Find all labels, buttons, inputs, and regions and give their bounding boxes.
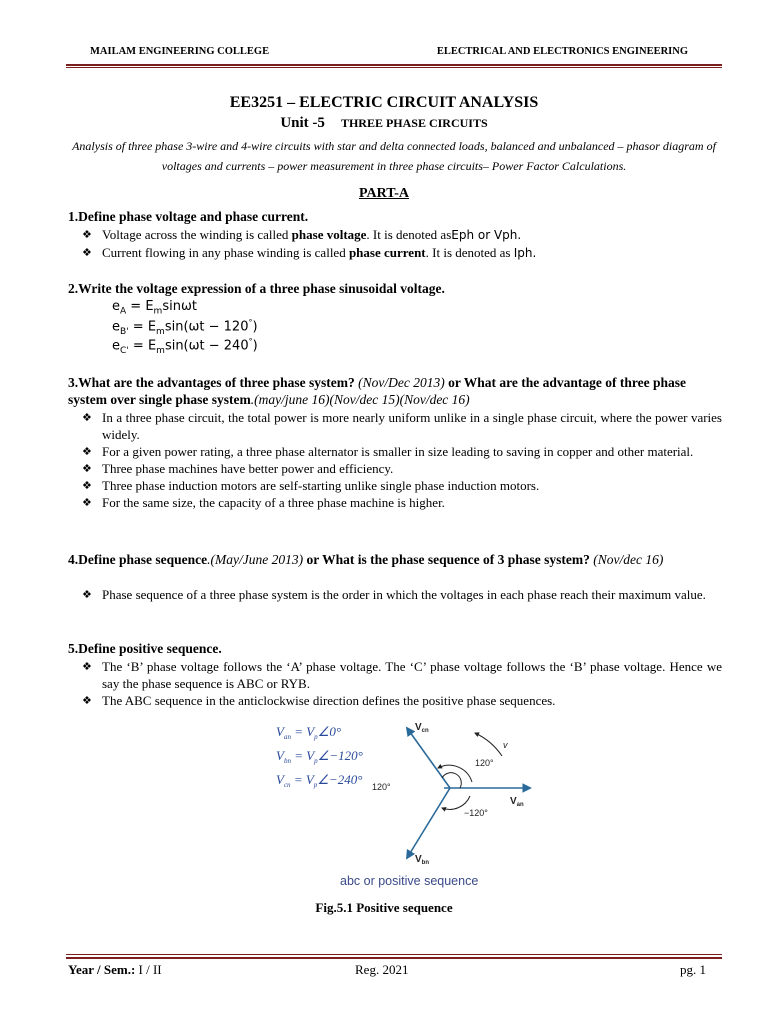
bullet-icon: ❖ bbox=[82, 694, 92, 707]
answer-1-list bbox=[82, 226, 722, 262]
list-item: ❖ In a three phase circuit, the total power is more nearly uniform unlike in a single phase circuit, where the power varies widely. bbox=[82, 410, 722, 442]
bullet-icon: ❖ bbox=[82, 445, 92, 458]
figure-subtitle: abc or positive sequence bbox=[340, 874, 479, 888]
figure-caption: Fig.5.1 Positive sequence bbox=[315, 900, 453, 915]
list-item: ❖ The ‘B’ phase voltage follows the ‘A’ phase voltage. The ‘C’ phase voltage follows the ‘B’ phase voltage. Hence we say the phase sequence is ABC or RYB. bbox=[82, 659, 722, 691]
equation-ea: $e_A = E_m\sin\omega t$ bbox=[112, 299, 197, 317]
syllabus-text: Analysis of three phase 3-wire and 4-wire circuits with star and delta connected loads, balanced and unbalanced – phasor diagram of voltages and currents – power measurement in three phase circuits– Power Factor Calculations. bbox=[72, 139, 716, 173]
answer-5-list bbox=[82, 658, 722, 709]
phasor-vcn bbox=[407, 728, 450, 788]
answer-4-list bbox=[82, 586, 722, 603]
list-item: ❖ Phase sequence of a three phase system is the order in which the voltages in each phase reach their maximum value. bbox=[82, 587, 706, 602]
footer-rule-thin bbox=[66, 954, 722, 955]
part-heading: PART-A bbox=[358, 186, 410, 201]
rotation-label: v bbox=[503, 740, 508, 750]
angle-label-neg: −120° bbox=[464, 808, 488, 818]
bullet-icon: ❖ bbox=[82, 411, 92, 424]
angle-label-left: 120° bbox=[372, 782, 391, 792]
bullet-icon: ❖ bbox=[82, 462, 92, 475]
list-item: ❖ For the same size, the capacity of a three phase machine is higher. bbox=[82, 495, 445, 510]
question-3: 3.What are the advantages of three phase system? (Nov/Dec 2013) or What are the advantage of three phase system over single phase system.(may/june 16)(Nov/dec 15)(Nov/dec 16) bbox=[68, 375, 686, 407]
label-van: $V_{an}$ bbox=[510, 796, 524, 808]
footer-rule bbox=[66, 957, 722, 959]
question-4: 4.Define phase sequence.(May/June 2013) or What is the phase sequence of 3 phase system? (Nov/dec 16) bbox=[68, 552, 664, 567]
positive-sequence-phasor-diagram bbox=[270, 718, 532, 890]
list-item: ❖ For a given power rating, a three phase alternator is smaller in size leading to saving in copper and other material. bbox=[82, 444, 694, 459]
label-vcn: $V_{cn}$ bbox=[415, 722, 429, 734]
answer-3-list bbox=[82, 409, 722, 511]
label-vbn: $V_{bn}$ bbox=[415, 854, 430, 866]
list-item: ❖ Voltage across the winding is called phase voltage. It is denoted asEph or Vph. bbox=[82, 227, 522, 242]
footer-year-sem: Year / Sem.: I / II bbox=[68, 962, 162, 977]
question-1: 1.Define phase voltage and phase current. bbox=[68, 209, 309, 224]
unit-number: Unit -5 bbox=[280, 115, 325, 131]
bullet-icon: ❖ bbox=[82, 479, 92, 492]
list-item: ❖ The ABC sequence in the anticlockwise direction defines the positive phase sequences. bbox=[82, 693, 556, 708]
bullet-icon: ❖ bbox=[82, 246, 92, 259]
unit-title bbox=[0, 115, 768, 132]
header-college: MAILAM ENGINEERING COLLEGE bbox=[90, 46, 270, 57]
equation-vcn: $V_{cn}$ = $V_p\angle-240^\circ$ bbox=[276, 772, 363, 789]
course-title: EE3251 – ELECTRIC CIRCUIT ANALYSIS bbox=[229, 94, 539, 111]
equation-vbn: $V_{bn}$ = $V_p\angle-120^\circ$ bbox=[276, 748, 363, 765]
equation-van: $V_{an}$ = $V_p\angle 0^\circ$ bbox=[276, 724, 342, 741]
question-2: 2.Write the voltage expression of a three phase sinusoidal voltage. bbox=[68, 281, 445, 296]
list-item: ❖ Three phase induction motors are self-starting unlike single phase induction motors. bbox=[82, 478, 540, 493]
list-item: ❖ Three phase machines have better power and efficiency. bbox=[82, 461, 394, 476]
unit-name: THREE PHASE CIRCUITS bbox=[340, 116, 488, 130]
bullet-icon: ❖ bbox=[82, 588, 92, 601]
bullet-icon: ❖ bbox=[82, 228, 92, 241]
question-5: 5.Define positive sequence. bbox=[68, 641, 222, 656]
angle-label-top: 120° bbox=[475, 758, 494, 768]
equation-eb: $e_{B'} = E_m\sin(\omega t - 120^\circ)$ bbox=[112, 318, 258, 337]
rotation-arc bbox=[475, 733, 502, 756]
header-rule-thin bbox=[66, 67, 722, 68]
equation-ec: $e_{C'} = E_m\sin(\omega t - 240^\circ)$ bbox=[112, 337, 258, 356]
phasor-vbn bbox=[407, 788, 450, 858]
list-item: ❖ Current flowing in any phase winding is called phase current. It is denoted as Iph. bbox=[82, 245, 537, 260]
bullet-icon: ❖ bbox=[82, 660, 92, 673]
footer-page-number: pg. 1 bbox=[680, 962, 706, 977]
header-department: ELECTRICAL AND ELECTRONICS ENGINEERING bbox=[436, 46, 688, 57]
footer-regulation: Reg. 2021 bbox=[355, 962, 409, 977]
bullet-icon: ❖ bbox=[82, 496, 92, 509]
header-rule bbox=[66, 64, 722, 66]
